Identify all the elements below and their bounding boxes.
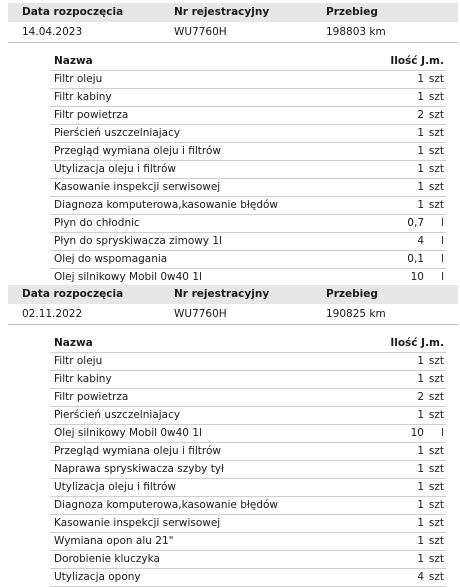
item-quantity: 1	[417, 535, 424, 547]
item-quantity: 1	[417, 91, 424, 103]
item-unit: szt	[428, 535, 444, 547]
table-row	[50, 551, 446, 569]
item-name: Utylizacja opony	[54, 571, 141, 583]
item-quantity: 1	[417, 517, 424, 529]
table-row	[50, 215, 446, 233]
item-quantity: 10	[410, 427, 424, 439]
table-row	[50, 197, 446, 215]
item-unit: szt	[428, 445, 444, 457]
item-name: Dorobienie kluczyka	[54, 553, 160, 565]
table-row	[50, 233, 446, 251]
item-quantity: 2	[417, 391, 424, 403]
date-column-header: Data rozpoczęcia	[22, 288, 124, 300]
item-quantity: 4	[417, 571, 424, 583]
record-reg-number: WU7760H	[174, 308, 227, 320]
item-quantity: 1	[417, 355, 424, 367]
item-quantity: 0,1	[407, 253, 424, 265]
table-row	[50, 569, 446, 587]
table-row	[50, 353, 446, 371]
items-table-header	[50, 335, 446, 353]
item-name: Filtr oleju	[54, 73, 103, 85]
item-name: Kasowanie inspekcji serwisowej	[54, 517, 221, 529]
item-name: Przegląd wymiana oleju i filtrów	[54, 445, 221, 457]
mileage-column-header: Przebieg	[326, 6, 378, 18]
table-row	[50, 461, 446, 479]
table-row	[50, 107, 446, 125]
qty-unit-column-header: Ilość J.m.	[390, 337, 444, 349]
item-name: Filtr powietrza	[54, 109, 129, 121]
item-quantity: 1	[417, 499, 424, 511]
item-unit: szt	[428, 127, 444, 139]
table-row	[50, 125, 446, 143]
item-unit: szt	[428, 163, 444, 175]
item-quantity: 1	[417, 373, 424, 385]
table-row	[50, 71, 446, 89]
table-row	[50, 425, 446, 443]
record-reg-number: WU7760H	[174, 26, 227, 38]
items-table-header	[50, 53, 446, 71]
reg-column-header: Nr rejestracyjny	[174, 288, 270, 300]
item-name: Filtr powietrza	[54, 391, 129, 403]
item-name: Płyn do chłodnic	[54, 217, 140, 229]
item-name: Filtr kabiny	[54, 373, 112, 385]
item-unit: szt	[428, 181, 444, 193]
item-unit: l	[441, 271, 444, 283]
item-quantity: 10	[410, 271, 424, 283]
item-unit: szt	[428, 409, 444, 421]
item-quantity: 1	[417, 199, 424, 211]
item-unit: szt	[428, 91, 444, 103]
item-unit: szt	[428, 373, 444, 385]
record-2-values	[8, 304, 458, 324]
item-unit: l	[441, 235, 444, 247]
table-row	[50, 533, 446, 551]
divider	[8, 42, 458, 43]
item-name: Filtr oleju	[54, 355, 103, 367]
item-quantity: 1	[417, 445, 424, 457]
item-quantity: 1	[417, 463, 424, 475]
record-2-header	[8, 285, 458, 304]
record-date: 02.11.2022	[22, 308, 83, 320]
item-unit: szt	[428, 109, 444, 121]
item-quantity: 2	[417, 109, 424, 121]
table-row	[50, 497, 446, 515]
name-column-header: Nazwa	[54, 55, 93, 67]
record-mileage: 190825 km	[326, 308, 386, 320]
item-quantity: 0,7	[407, 217, 424, 229]
reg-column-header: Nr rejestracyjny	[174, 6, 270, 18]
item-quantity: 1	[417, 481, 424, 493]
record-1-values	[8, 22, 458, 42]
item-quantity: 1	[417, 73, 424, 85]
item-name: Olej silnikowy Mobil 0w40 1l	[54, 427, 202, 439]
item-unit: szt	[428, 73, 444, 85]
item-name: Diagnoza komputerowa,kasowanie błędów	[54, 499, 278, 511]
record-1-items-table	[50, 53, 446, 287]
table-row	[50, 161, 446, 179]
item-unit: szt	[428, 145, 444, 157]
table-row	[50, 407, 446, 425]
item-name: Pierścień uszczelniajacy	[54, 409, 181, 421]
item-quantity: 4	[417, 235, 424, 247]
item-unit: szt	[428, 355, 444, 367]
qty-unit-column-header: Ilość J.m.	[390, 55, 444, 67]
item-name: Kasowanie inspekcji serwisowej	[54, 181, 221, 193]
record-1-header	[8, 3, 458, 22]
item-name: Naprawa spryskiwacza szyby tył	[54, 463, 225, 475]
item-name: Przegląd wymiana oleju i filtrów	[54, 145, 221, 157]
table-row	[50, 515, 446, 533]
table-row	[50, 443, 446, 461]
table-row	[50, 89, 446, 107]
item-quantity: 1	[417, 163, 424, 175]
item-name: Pierścień uszczelniajacy	[54, 127, 181, 139]
mileage-column-header: Przebieg	[326, 288, 378, 300]
item-unit: szt	[428, 571, 444, 583]
item-unit: l	[441, 253, 444, 265]
table-row	[50, 371, 446, 389]
date-column-header: Data rozpoczęcia	[22, 6, 124, 18]
item-unit: szt	[428, 199, 444, 211]
item-name: Olej do wspomagania	[54, 253, 168, 265]
item-name: Olej silnikowy Mobil 0w40 1l	[54, 271, 202, 283]
item-name: Wymiana opon alu 21"	[54, 535, 174, 547]
item-unit: szt	[428, 463, 444, 475]
table-row	[50, 179, 446, 197]
item-name: Diagnoza komputerowa,kasowanie błędów	[54, 199, 278, 211]
item-quantity: 1	[417, 127, 424, 139]
item-unit: szt	[428, 517, 444, 529]
item-quantity: 1	[417, 409, 424, 421]
item-unit: l	[441, 217, 444, 229]
item-unit: szt	[428, 553, 444, 565]
item-unit: szt	[428, 391, 444, 403]
item-name: Filtr kabiny	[54, 91, 112, 103]
item-unit: l	[441, 427, 444, 439]
item-unit: szt	[428, 481, 444, 493]
table-row	[50, 143, 446, 161]
item-name: Utylizacja oleju i filtrów	[54, 481, 176, 493]
table-row	[50, 389, 446, 407]
item-quantity: 1	[417, 145, 424, 157]
name-column-header: Nazwa	[54, 337, 93, 349]
table-row	[50, 479, 446, 497]
divider	[8, 324, 458, 325]
item-quantity: 1	[417, 553, 424, 565]
table-row	[50, 251, 446, 269]
item-name: Utylizacja oleju i filtrów	[54, 163, 176, 175]
record-date: 14.04.2023	[22, 26, 83, 38]
record-2-items-table	[50, 335, 446, 587]
record-mileage: 198803 km	[326, 26, 386, 38]
item-name: Płyn do spryskiwacza zimowy 1l	[54, 235, 222, 247]
item-unit: szt	[428, 499, 444, 511]
item-quantity: 1	[417, 181, 424, 193]
